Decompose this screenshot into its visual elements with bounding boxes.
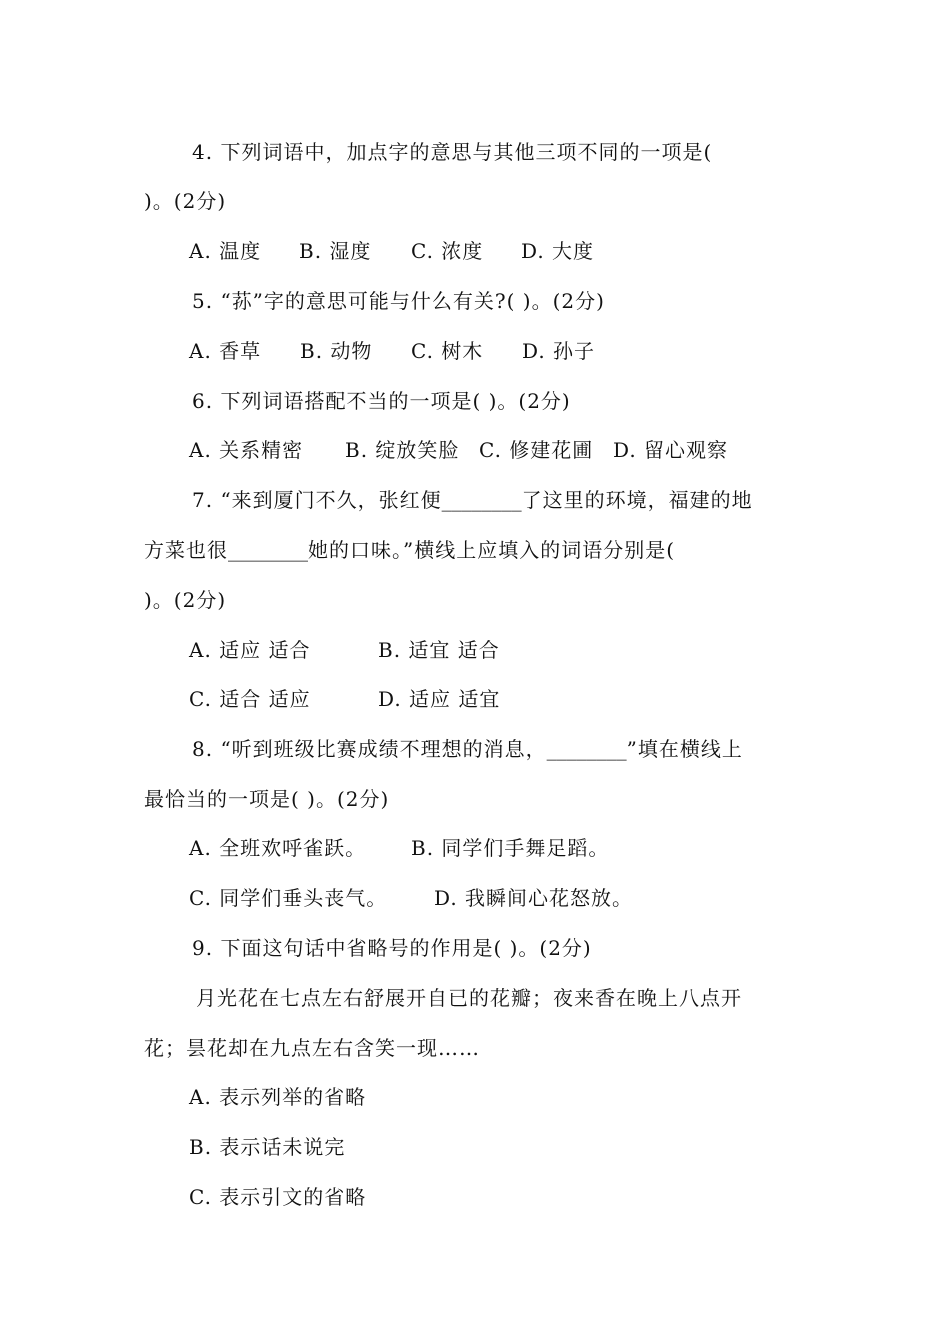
question-8-text xyxy=(192,737,743,761)
question-6-text: 6. 下列词语搭配不当的一项是( )。(2分) xyxy=(192,389,571,413)
question-4-text: 4. 下列词语中，加点字的意思与其他三项不同的一项是( xyxy=(192,140,713,164)
option-c[interactable]: C. 树木 xyxy=(411,339,484,363)
question-4-continuation: )。(2分) xyxy=(144,189,227,213)
question-7-text-part2: 了这里的环境，福建的地 xyxy=(521,488,753,512)
option-a[interactable]: A. 表示列举的省略 xyxy=(189,1085,367,1109)
question-6-options xyxy=(189,438,728,462)
option-d[interactable]: D. 留心观察 xyxy=(613,438,729,462)
option-d[interactable]: D. 孙子 xyxy=(522,339,596,363)
fill-blank-1: ________ xyxy=(441,488,522,512)
option-a[interactable]: A. 关系精密 xyxy=(189,438,304,462)
question-4-options xyxy=(189,239,594,263)
question-8-continuation: 最恰当的一项是( )。(2分) xyxy=(144,787,390,811)
option-c[interactable]: C. 同学们垂头丧气。 xyxy=(189,886,388,910)
option-b[interactable]: B. 适宜 适合 xyxy=(378,638,500,662)
option-d[interactable]: D. 我瞬间心花怒放。 xyxy=(434,886,634,910)
option-c[interactable]: C. 适合 适应 xyxy=(189,687,311,711)
option-a[interactable]: A. 适应 适合 xyxy=(189,638,311,662)
option-c[interactable]: C. 浓度 xyxy=(411,239,484,263)
question-7-text-part1: 7. “来到厦门不久，张红便 xyxy=(192,488,442,512)
question-7-score: )。(2分) xyxy=(144,588,227,612)
quoted-sentence-line2: 花；昙花却在九点左右含笑一现…… xyxy=(144,1036,480,1060)
question-7-text xyxy=(192,488,753,512)
option-d[interactable]: D. 适应 适宜 xyxy=(378,687,501,711)
option-b[interactable]: B. 表示话未说完 xyxy=(189,1135,346,1159)
option-d[interactable]: D. 大度 xyxy=(521,239,595,263)
option-b[interactable]: B. 同学们手舞足蹈。 xyxy=(411,836,610,860)
question-7-options-row2 xyxy=(189,687,500,711)
fill-blank: ________ xyxy=(546,737,627,761)
question-9-text: 9. 下面这句话中省略号的作用是( )。(2分) xyxy=(192,936,592,960)
option-c[interactable]: C. 修建花圃 xyxy=(479,438,594,462)
question-8-options-row1 xyxy=(189,836,609,860)
option-b[interactable]: B. 动物 xyxy=(300,339,373,363)
question-8-options-row2 xyxy=(189,886,633,910)
option-a[interactable]: A. 温度 xyxy=(189,239,262,263)
question-5-text: 5. “荪”字的意思可能与什么有关?( )。(2分) xyxy=(192,289,605,313)
option-a[interactable]: A. 香草 xyxy=(189,339,262,363)
question-7-text-part3: 方菜也很 xyxy=(144,538,228,562)
quoted-sentence-line1: 月光花在七点左右舒展开自已的花瓣；夜来香在晚上八点开 xyxy=(196,986,742,1010)
question-5-options xyxy=(189,339,595,363)
option-a[interactable]: A. 全班欢呼雀跃。 xyxy=(189,836,367,860)
question-8-text-part1: 8. “听到班级比赛成绩不理想的消息， xyxy=(192,737,547,761)
option-c[interactable]: C. 表示引文的省略 xyxy=(189,1185,367,1209)
fill-blank-2: ________ xyxy=(228,538,308,562)
question-8-text-part2: ”填在横线上 xyxy=(626,737,743,761)
question-7-continuation xyxy=(144,538,675,562)
question-7-text-part4: 她的口味。”横线上应填入的词语分别是( xyxy=(308,538,676,562)
question-7-options-row1 xyxy=(189,638,500,662)
option-b[interactable]: B. 绽放笑脸 xyxy=(345,438,460,462)
option-b[interactable]: B. 湿度 xyxy=(299,239,372,263)
